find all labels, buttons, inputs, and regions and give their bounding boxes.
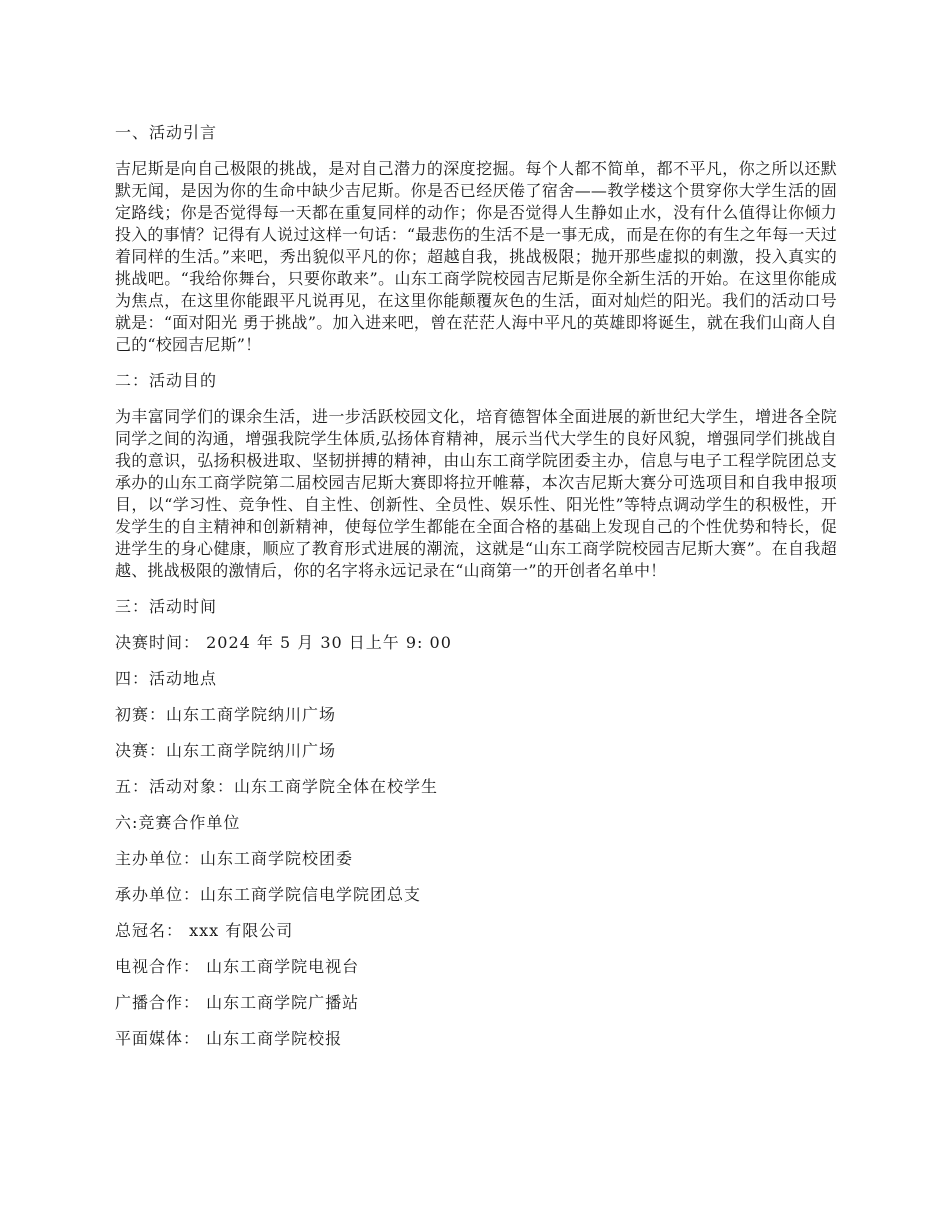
activity-target: 五：活动对象：山东工商学院全体在校学生 (115, 777, 439, 796)
section-heading-partners: 六:竞赛合作单位 (115, 813, 241, 832)
print-media: 平面媒体： 山东工商学院校报 (115, 1029, 343, 1048)
final-time: 决赛时间： 2024 年 5 月 30 日上午 9: 00 (115, 633, 452, 652)
title-sponsor: 总冠名： xxx 有限公司 (115, 921, 294, 940)
intro-paragraph: 吉尼斯是向自己极限的挑战，是对自己潜力的深度挖掘。每个人都不简单，都不平凡，你之所以还默默无闻，是因为你的生命中缺少吉尼斯。你是否已经厌倦了宿舍——教学楼这个贯穿你大学生活的固定路线；你是否觉得每一天都在重复同样的动作；你是否觉得人生静如止水，没有什么值得让你倾力投入的事情？记得有人说过这样一句话：“最悲伤的生活不是一事无成，而是在你的有生之年每一天过着同样的生活。”来吧，秀出貌似平凡的你；超越自我，挑战极限；抛开那些虚拟的刺激，投入真实的挑战吧。“我给你舞台，只要你敢来”。山东工商学院校园吉尼斯是你全新生活的开始。在这里你能成为焦点，在这里你能跟平凡说再见，在这里你能颠覆灰色的生活，面对灿烂的阳光。我们的活动口号就是：“面对阳光 勇于挑战”。加入进来吧，曾在茫茫人海中平凡的英雄即将诞生，就在我们山商人自己的“校园吉尼斯”！ (115, 159, 837, 354)
purpose-paragraph: 为丰富同学们的课余生活，进一步活跃校园文化，培育德智体全面进展的新世纪大学生，增进各全院同学之间的沟通，增强我院学生体质,弘扬体育精神，展示当代大学生的良好风貌，增强同学们挑战自我的意识，弘扬积极进取、坚韧拼搏的精神，由山东工商学院团委主办，信息与电子工程学院团总支承办的山东工商学院第二届校园吉尼斯大赛即将拉开帷幕，本次吉尼斯大赛分可选项目和自我申报项目，以“学习性、竞争性、自主性、创新性、全员性、娱乐性、阳光性”等特点调动学生的积极性，开发学生的自主精神和创新精神，使每位学生都能在全面合格的基础上发现自己的个性优势和特长，促进学生的身心健康，顺应了教育形式进展的潮流，这就是“山东工商学院校园吉尼斯大赛”。在自我超越、挑战极限的激情后，你的名字将永远记录在“山商第一”的开创者名单中！ (115, 407, 837, 580)
final-location: 决赛：山东工商学院纳川广场 (115, 741, 337, 760)
undertaker: 承办单位：山东工商学院信电学院团总支 (115, 885, 422, 904)
section-heading-purpose: 二：活动目的 (115, 371, 218, 390)
document-page (115, 122, 837, 1050)
section-heading-intro: 一、活动引言 (115, 123, 218, 142)
prelim-location: 初赛：山东工商学院纳川广场 (115, 705, 337, 724)
section-heading-time: 三：活动时间 (115, 597, 218, 616)
tv-partner: 电视合作： 山东工商学院电视台 (115, 957, 360, 976)
section-heading-location: 四：活动地点 (115, 669, 218, 688)
radio-partner: 广播合作： 山东工商学院广播站 (115, 993, 360, 1012)
organizer: 主办单位：山东工商学院校团委 (115, 849, 354, 868)
